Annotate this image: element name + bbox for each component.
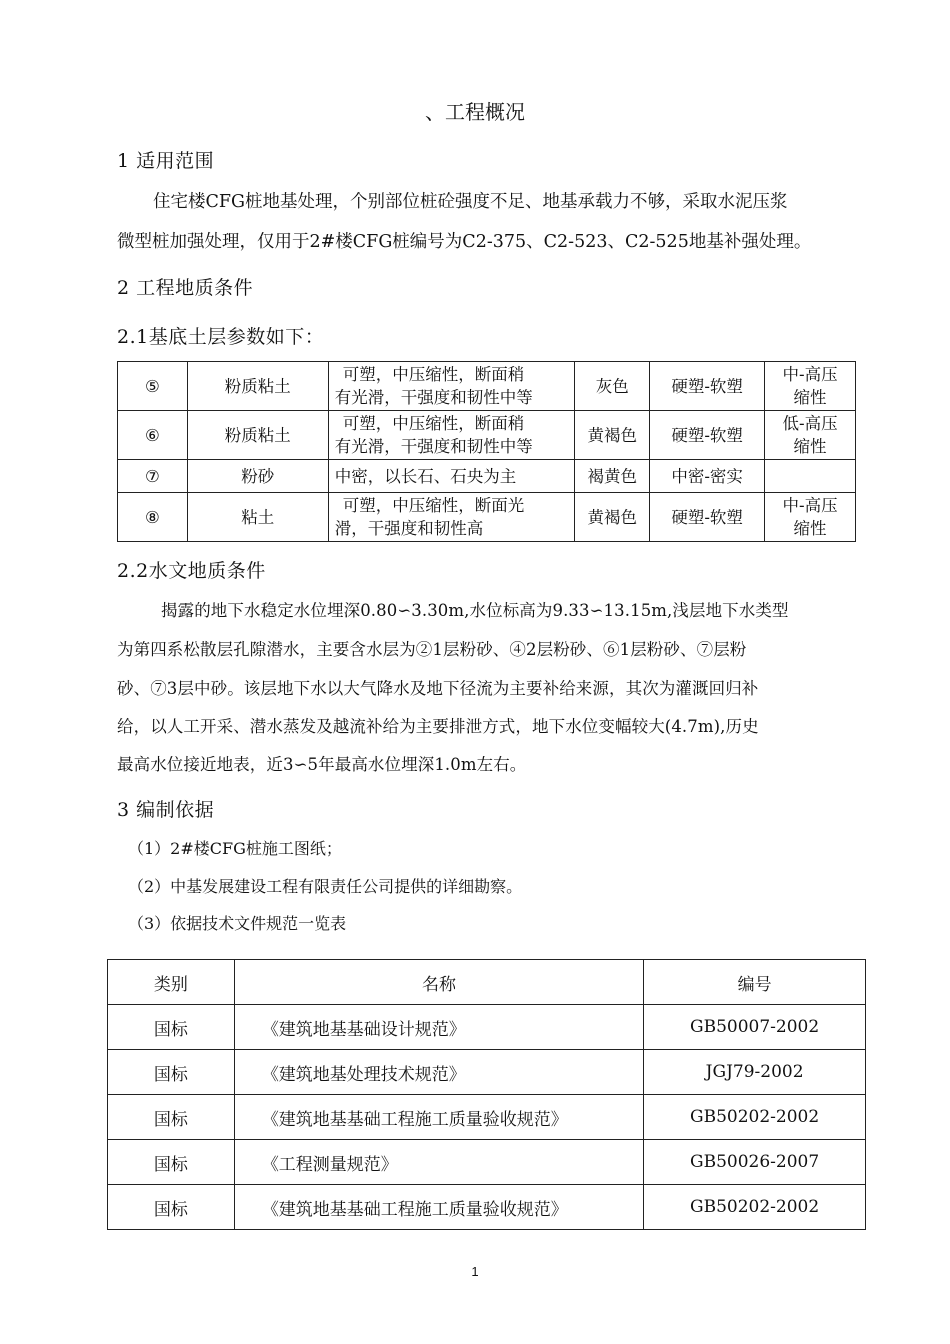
table-row [118,493,856,542]
hydro-line-2: 为第四系松散层孔隙潜水，主要含水层为②1层粉砂、④2层粉砂、⑥1层粉砂、⑦层粉 [117,640,747,659]
standard-name: 《建筑地基基础设计规范》 [234,1005,643,1050]
hydro-line-1: 揭露的地下水稳定水位埋深0.80∽3.30m,水位标高为9.33∽13.15m,浅层地下水类型 [161,601,789,620]
compressibility: 低-高压 缩性 [765,411,856,460]
document-title: 、工程概况 [425,100,525,124]
compressibility: 中-高压 缩性 [765,362,856,411]
basis-item-2: （2）中基发展建设工程有限责任公司提供的详细勘察。 [128,877,523,896]
table-row [108,1185,866,1230]
standard-code: GB50202-2002 [644,1185,866,1230]
soil-color: 褐黄色 [575,460,650,493]
section-3-heading: 3 编制依据 [117,799,215,821]
layer-number: ⑤ [118,362,188,411]
section-1-line-1: 住宅楼CFG桩地基处理，个别部位桩砼强度不足、地基承载力不够，采取水泥压浆 [153,192,788,212]
soil-state: 中密-密实 [650,460,765,493]
table-row [108,1005,866,1050]
soil-name: 粉砂 [187,460,328,493]
compressibility: 中-高压 缩性 [765,493,856,542]
layer-number: ⑦ [118,460,188,493]
soil-color: 黄褐色 [575,411,650,460]
compressibility [765,460,856,493]
standard-name: 《建筑地基基础工程施工质量验收规范》 [234,1095,643,1140]
standard-code: GB50007-2002 [644,1005,866,1050]
basis-item-3: （3）依据技术文件规范一览表 [128,914,347,933]
soil-parameters-table [117,361,856,542]
standard-category: 国标 [108,1185,235,1230]
section-1-line-2: 微型桩加强处理，仅用于2#楼CFG桩编号为C2-375、C2-523、C2-525地基补强处理。 [117,232,812,252]
standard-code: JGJ79-2002 [644,1050,866,1095]
soil-description: 中密，以长石、石央为主 [328,460,575,493]
section-2-1-heading: 2.1基底土层参数如下： [117,326,325,348]
soil-color: 灰色 [575,362,650,411]
header-category: 类别 [108,960,235,1005]
header-name: 名称 [234,960,643,1005]
soil-color: 黄褐色 [575,493,650,542]
table-row [108,1050,866,1095]
header-code: 编号 [644,960,866,1005]
standard-category: 国标 [108,1005,235,1050]
table-row [118,411,856,460]
layer-number: ⑧ [118,493,188,542]
table-header-row [108,960,866,1005]
soil-description: 可塑，中压缩性，断面稍 有光滑，干强度和韧性中等 [328,362,575,411]
section-2-2-heading: 2.2水文地质条件 [117,560,266,582]
hydro-line-3: 砂、⑦3层中砂。该层地下水以大气降水及地下径流为主要补给来源，其次为灌溉回归补 [117,679,759,698]
layer-number: ⑥ [118,411,188,460]
soil-name: 粉质粘土 [187,411,328,460]
standards-table [107,959,866,1230]
table-row [118,362,856,411]
table-row [118,460,856,493]
standard-code: GB50202-2002 [644,1095,866,1140]
soil-state: 硬塑-软塑 [650,493,765,542]
standard-name: 《建筑地基处理技术规范》 [234,1050,643,1095]
basis-item-1: （1）2#楼CFG桩施工图纸； [128,839,342,858]
standard-category: 国标 [108,1140,235,1185]
soil-state: 硬塑-软塑 [650,362,765,411]
standard-name: 《建筑地基基础工程施工质量验收规范》 [234,1185,643,1230]
hydro-line-4: 给，以人工开采、潜水蒸发及越流补给为主要排泄方式，地下水位变幅较大(4.7m),历史 [117,717,759,736]
table-row [108,1140,866,1185]
standard-name: 《工程测量规范》 [234,1140,643,1185]
soil-description: 可塑，中压缩性，断面光 滑，干强度和韧性高 [328,493,575,542]
hydro-line-5: 最高水位接近地表，近3∽5年最高水位埋深1.0m左右。 [117,755,527,774]
standard-code: GB50026-2007 [644,1140,866,1185]
section-2-heading: 2 工程地质条件 [117,277,254,299]
section-1-heading: 1 适用范围 [117,150,215,172]
standard-category: 国标 [108,1095,235,1140]
standard-category: 国标 [108,1050,235,1095]
soil-name: 粉质粘土 [187,362,328,411]
table-row [108,1095,866,1140]
soil-name: 粘土 [187,493,328,542]
page-number: 1 [471,1264,479,1279]
soil-description: 可塑，中压缩性，断面稍 有光滑，干强度和韧性中等 [328,411,575,460]
soil-state: 硬塑-软塑 [650,411,765,460]
